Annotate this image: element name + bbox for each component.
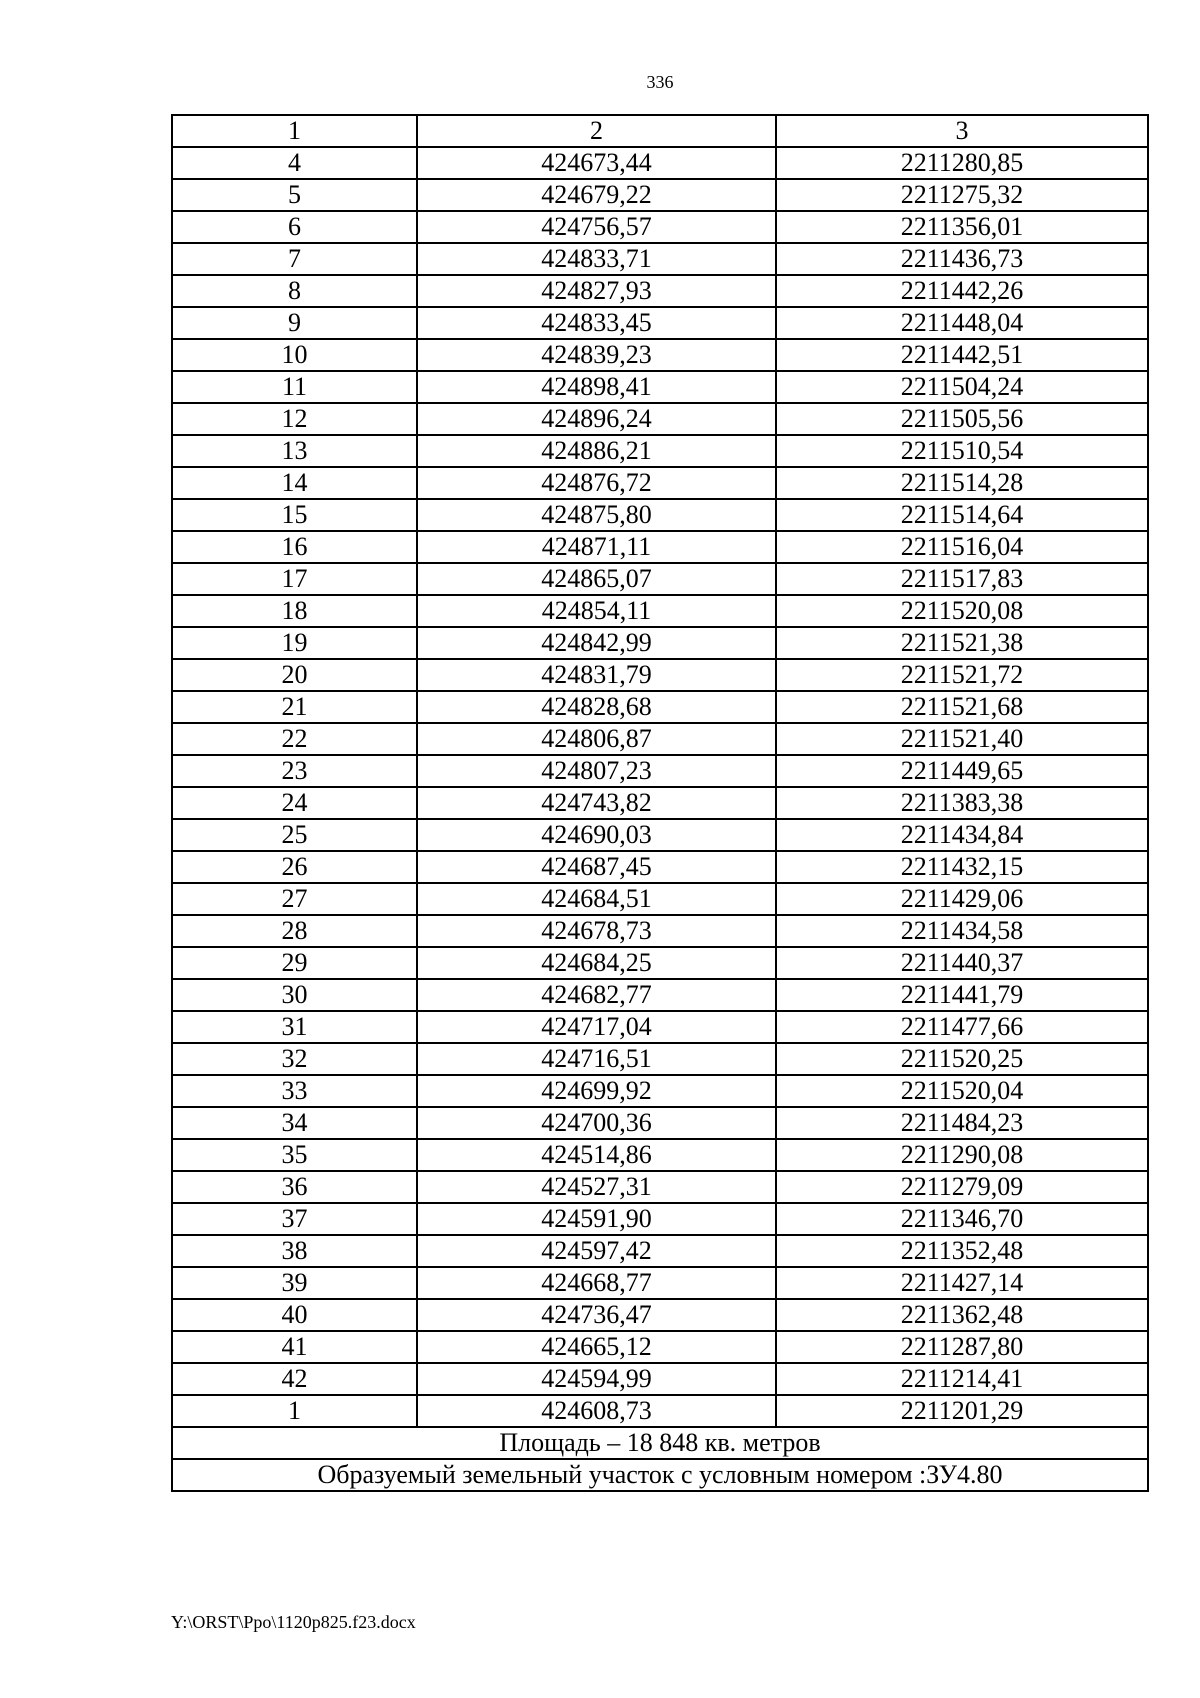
cell-y-coordinate: 2211352,48 xyxy=(776,1235,1148,1267)
cell-point-number: 1 xyxy=(172,1395,417,1427)
table-row xyxy=(172,1395,1148,1427)
cell-x-coordinate: 424827,93 xyxy=(417,275,776,307)
cell-x-coordinate: 424743,82 xyxy=(417,787,776,819)
cell-point-number: 42 xyxy=(172,1363,417,1395)
cell-x-coordinate: 424833,45 xyxy=(417,307,776,339)
table-row xyxy=(172,403,1148,435)
cell-x-coordinate: 424806,87 xyxy=(417,723,776,755)
cell-y-coordinate: 2211442,26 xyxy=(776,275,1148,307)
cell-point-number: 21 xyxy=(172,691,417,723)
cell-x-coordinate: 424699,92 xyxy=(417,1075,776,1107)
table-row xyxy=(172,1299,1148,1331)
cell-x-coordinate: 424527,31 xyxy=(417,1171,776,1203)
table-row xyxy=(172,819,1148,851)
cell-x-coordinate: 424514,86 xyxy=(417,1139,776,1171)
table-row xyxy=(172,1235,1148,1267)
cell-x-coordinate: 424736,47 xyxy=(417,1299,776,1331)
cell-y-coordinate: 2211280,85 xyxy=(776,147,1148,179)
cell-y-coordinate: 2211279,09 xyxy=(776,1171,1148,1203)
table-row xyxy=(172,1363,1148,1395)
cell-y-coordinate: 2211287,80 xyxy=(776,1331,1148,1363)
cell-point-number: 11 xyxy=(172,371,417,403)
cell-point-number: 5 xyxy=(172,179,417,211)
cell-point-number: 34 xyxy=(172,1107,417,1139)
table-row xyxy=(172,979,1148,1011)
cell-point-number: 18 xyxy=(172,595,417,627)
cell-x-coordinate: 424608,73 xyxy=(417,1395,776,1427)
cell-point-number: 33 xyxy=(172,1075,417,1107)
cell-x-coordinate: 424831,79 xyxy=(417,659,776,691)
cell-x-coordinate: 424594,99 xyxy=(417,1363,776,1395)
cell-y-coordinate: 2211427,14 xyxy=(776,1267,1148,1299)
cell-point-number: 40 xyxy=(172,1299,417,1331)
table-row xyxy=(172,915,1148,947)
table-row xyxy=(172,531,1148,563)
cell-y-coordinate: 2211434,84 xyxy=(776,819,1148,851)
cell-point-number: 24 xyxy=(172,787,417,819)
cell-point-number: 9 xyxy=(172,307,417,339)
cell-point-number: 26 xyxy=(172,851,417,883)
cell-y-coordinate: 2211514,28 xyxy=(776,467,1148,499)
cell-point-number: 39 xyxy=(172,1267,417,1299)
cell-y-coordinate: 2211521,38 xyxy=(776,627,1148,659)
cell-point-number: 35 xyxy=(172,1139,417,1171)
coordinates-table xyxy=(171,114,1149,1492)
table-row xyxy=(172,627,1148,659)
table-row xyxy=(172,339,1148,371)
table-row xyxy=(172,243,1148,275)
table-row xyxy=(172,595,1148,627)
cell-x-coordinate: 424687,45 xyxy=(417,851,776,883)
cell-x-coordinate: 424756,57 xyxy=(417,211,776,243)
cell-point-number: 32 xyxy=(172,1043,417,1075)
cell-x-coordinate: 424678,73 xyxy=(417,915,776,947)
cell-x-coordinate: 424875,80 xyxy=(417,499,776,531)
table-row xyxy=(172,947,1148,979)
cell-y-coordinate: 2211429,06 xyxy=(776,883,1148,915)
cell-y-coordinate: 2211356,01 xyxy=(776,211,1148,243)
table-row xyxy=(172,1075,1148,1107)
table-row xyxy=(172,275,1148,307)
cell-point-number: 25 xyxy=(172,819,417,851)
cell-x-coordinate: 424690,03 xyxy=(417,819,776,851)
cell-y-coordinate: 2211448,04 xyxy=(776,307,1148,339)
cell-y-coordinate: 2211520,25 xyxy=(776,1043,1148,1075)
table-row xyxy=(172,1107,1148,1139)
cell-y-coordinate: 2211346,70 xyxy=(776,1203,1148,1235)
cell-x-coordinate: 424828,68 xyxy=(417,691,776,723)
file-path-footer: Y:\ORST\Ppo\1120p825.f23.docx xyxy=(171,1612,416,1632)
cell-point-number: 17 xyxy=(172,563,417,595)
cell-point-number: 13 xyxy=(172,435,417,467)
cell-point-number: 28 xyxy=(172,915,417,947)
cell-x-coordinate: 424597,42 xyxy=(417,1235,776,1267)
cell-point-number: 14 xyxy=(172,467,417,499)
table-row xyxy=(172,723,1148,755)
cell-y-coordinate: 2211440,37 xyxy=(776,947,1148,979)
cell-point-number: 6 xyxy=(172,211,417,243)
table-row xyxy=(172,211,1148,243)
cell-point-number: 29 xyxy=(172,947,417,979)
cell-x-coordinate: 424876,72 xyxy=(417,467,776,499)
cell-y-coordinate: 2211520,08 xyxy=(776,595,1148,627)
cell-y-coordinate: 2211484,23 xyxy=(776,1107,1148,1139)
table-row xyxy=(172,1171,1148,1203)
table-row xyxy=(172,755,1148,787)
cell-y-coordinate: 2211504,24 xyxy=(776,371,1148,403)
header-cell-y: 3 xyxy=(776,115,1148,147)
header-cell-x: 2 xyxy=(417,115,776,147)
table-row xyxy=(172,1267,1148,1299)
cell-y-coordinate: 2211514,64 xyxy=(776,499,1148,531)
cell-x-coordinate: 424591,90 xyxy=(417,1203,776,1235)
cell-y-coordinate: 2211505,56 xyxy=(776,403,1148,435)
cell-x-coordinate: 424807,23 xyxy=(417,755,776,787)
cell-y-coordinate: 2211521,40 xyxy=(776,723,1148,755)
table-row xyxy=(172,467,1148,499)
cell-point-number: 22 xyxy=(172,723,417,755)
cell-y-coordinate: 2211362,48 xyxy=(776,1299,1148,1331)
cell-x-coordinate: 424839,23 xyxy=(417,339,776,371)
table-row xyxy=(172,851,1148,883)
table-row xyxy=(172,147,1148,179)
table-header-row xyxy=(172,115,1148,147)
cell-point-number: 41 xyxy=(172,1331,417,1363)
cell-y-coordinate: 2211516,04 xyxy=(776,531,1148,563)
cell-x-coordinate: 424842,99 xyxy=(417,627,776,659)
table-row xyxy=(172,371,1148,403)
table-row xyxy=(172,1043,1148,1075)
cell-y-coordinate: 2211477,66 xyxy=(776,1011,1148,1043)
cell-point-number: 15 xyxy=(172,499,417,531)
cell-y-coordinate: 2211442,51 xyxy=(776,339,1148,371)
cell-x-coordinate: 424717,04 xyxy=(417,1011,776,1043)
page-number: 336 xyxy=(646,72,674,92)
cell-point-number: 31 xyxy=(172,1011,417,1043)
cell-y-coordinate: 2211517,83 xyxy=(776,563,1148,595)
cell-x-coordinate: 424682,77 xyxy=(417,979,776,1011)
cell-y-coordinate: 2211441,79 xyxy=(776,979,1148,1011)
area-row xyxy=(172,1427,1148,1459)
table-row xyxy=(172,307,1148,339)
cell-y-coordinate: 2211520,04 xyxy=(776,1075,1148,1107)
parcel-text: Образуемый земельный участок с условным номером :ЗУ4.80 xyxy=(172,1459,1148,1491)
cell-y-coordinate: 2211201,29 xyxy=(776,1395,1148,1427)
cell-y-coordinate: 2211510,54 xyxy=(776,435,1148,467)
cell-x-coordinate: 424665,12 xyxy=(417,1331,776,1363)
header-cell-point: 1 xyxy=(172,115,417,147)
table-row xyxy=(172,435,1148,467)
table-row xyxy=(172,1331,1148,1363)
cell-y-coordinate: 2211432,15 xyxy=(776,851,1148,883)
table-row xyxy=(172,499,1148,531)
cell-y-coordinate: 2211383,38 xyxy=(776,787,1148,819)
table-row xyxy=(172,179,1148,211)
cell-x-coordinate: 424898,41 xyxy=(417,371,776,403)
cell-point-number: 23 xyxy=(172,755,417,787)
table-row xyxy=(172,691,1148,723)
cell-x-coordinate: 424865,07 xyxy=(417,563,776,595)
cell-x-coordinate: 424673,44 xyxy=(417,147,776,179)
cell-point-number: 7 xyxy=(172,243,417,275)
cell-point-number: 10 xyxy=(172,339,417,371)
cell-x-coordinate: 424684,51 xyxy=(417,883,776,915)
table-row xyxy=(172,787,1148,819)
cell-point-number: 30 xyxy=(172,979,417,1011)
cell-y-coordinate: 2211436,73 xyxy=(776,243,1148,275)
cell-point-number: 12 xyxy=(172,403,417,435)
cell-x-coordinate: 424716,51 xyxy=(417,1043,776,1075)
cell-x-coordinate: 424886,21 xyxy=(417,435,776,467)
cell-x-coordinate: 424668,77 xyxy=(417,1267,776,1299)
table-row xyxy=(172,1011,1148,1043)
cell-x-coordinate: 424833,71 xyxy=(417,243,776,275)
cell-x-coordinate: 424871,11 xyxy=(417,531,776,563)
cell-y-coordinate: 2211290,08 xyxy=(776,1139,1148,1171)
cell-y-coordinate: 2211214,41 xyxy=(776,1363,1148,1395)
table-row xyxy=(172,563,1148,595)
table-row xyxy=(172,883,1148,915)
table-row xyxy=(172,1139,1148,1171)
table-row xyxy=(172,659,1148,691)
cell-point-number: 4 xyxy=(172,147,417,179)
cell-point-number: 38 xyxy=(172,1235,417,1267)
cell-point-number: 16 xyxy=(172,531,417,563)
cell-point-number: 37 xyxy=(172,1203,417,1235)
parcel-row xyxy=(172,1459,1148,1491)
coordinates-table-body xyxy=(172,115,1148,1491)
cell-point-number: 19 xyxy=(172,627,417,659)
area-text: Площадь – 18 848 кв. метров xyxy=(172,1427,1148,1459)
cell-x-coordinate: 424684,25 xyxy=(417,947,776,979)
cell-x-coordinate: 424700,36 xyxy=(417,1107,776,1139)
cell-x-coordinate: 424854,11 xyxy=(417,595,776,627)
cell-y-coordinate: 2211275,32 xyxy=(776,179,1148,211)
cell-point-number: 36 xyxy=(172,1171,417,1203)
cell-x-coordinate: 424896,24 xyxy=(417,403,776,435)
table-row xyxy=(172,1203,1148,1235)
cell-y-coordinate: 2211521,68 xyxy=(776,691,1148,723)
cell-point-number: 20 xyxy=(172,659,417,691)
cell-y-coordinate: 2211434,58 xyxy=(776,915,1148,947)
cell-x-coordinate: 424679,22 xyxy=(417,179,776,211)
cell-y-coordinate: 2211521,72 xyxy=(776,659,1148,691)
cell-y-coordinate: 2211449,65 xyxy=(776,755,1148,787)
cell-point-number: 27 xyxy=(172,883,417,915)
cell-point-number: 8 xyxy=(172,275,417,307)
